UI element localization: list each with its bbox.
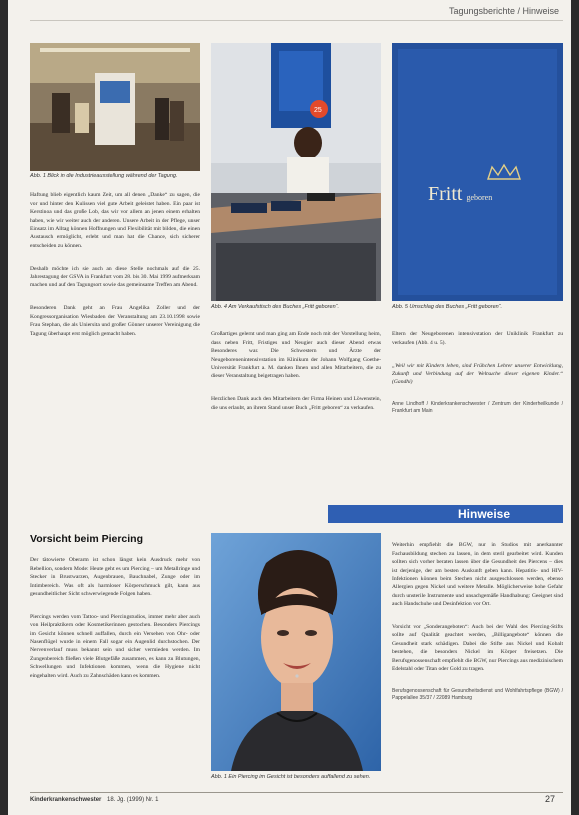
section-header: Tagungsberichte / Hinweise [448, 6, 559, 16]
piercing-col3-p2: Vorsicht vor „Sonderangeboten“: Auch bei der Wahl des Piercing-Stifts sollte auf Qualität geachtet werden, „Billigangebote“ können die Gesundheit stark schädigen. Dabei die Stifte aus Nickel und Kobalt bestehen, die besonders Nickel im Körper freisetzen. Die Berufsgenossenschaft empfiehlt die BGW, nur Piercings aus medizinischem Edelstahl oder Titan oder Gold zu tragen. [392, 624, 563, 673]
article-top-col1-p1: Haftung blieb eigentlich kaum Zeit, um all denen „Danke“ zu sagen, die vor und hinter den Kulissen viel gute Arbeit geleistet haben. Ein paar ist Kerstinoa und das große Lob, das wir vor allem an jenen einem erhalten haben, wie wir weiter auch der anderen. Unsere Arbeit in der Pflege, unser Einsatz im Alltag können Hoffnungen und Flexibilität mit bilden, die einen Austausch ermöglicht, erlebt und man hat die Chance, sich sicherer entscheiden zu können. [30, 192, 200, 249]
book-cover-title: Fritt geboren [428, 183, 493, 205]
article-top-col1 [30, 183, 200, 495]
caption-abb1: Abb. 1 Blick in die Industrieausstellung während der Tagung. [30, 173, 178, 179]
article-top-col3-quote: „Weil wir mit Kindern leben, sind Frühchen Lehrer unserer Entwicklung, Zukunft und Verbindung auf der Weltsuche dieser eigenen Kinder.“ (Gandhi) [392, 362, 563, 386]
article-top-col2 [211, 322, 381, 492]
footer-journal [30, 797, 158, 803]
piercing-title: Vorsicht beim Piercing [30, 533, 144, 545]
hinweise-banner: Hinweise [328, 505, 563, 523]
piercing-col3-source: Berufsgenossenschaft für Gesundheitsdienst und Wohlfahrtspflege (BGW) / Pappelallee 35/37 / 22089 Hamburg [392, 687, 563, 701]
exhibition-photo [30, 43, 200, 171]
magazine-page [8, 0, 571, 815]
page-number: 27 [544, 794, 555, 804]
footer-rule [30, 792, 563, 793]
article-top-col3-p1: Eltern der Neugeborenen intensivstation der Uniklinik Frankfurt zu verkaufen (Abb. 4 u. 5). [392, 331, 563, 346]
book-cover-photo [392, 43, 563, 301]
article-top-col3-author: Anne Lindhoff / Kinderkrankenschwester / Zentrum der Kinderheilkunde / Frankfurt am Main [392, 401, 563, 414]
footer-journal-name: Kinderkrankenschwester [30, 797, 102, 803]
caption-abb5: Abb. 5 Umschlag des Buches „Fritt geboren“. [392, 304, 503, 310]
article-top-col2-p2: Herzlichen Dank auch den Mitarbeitern der Firma Heinen und Löwenstein, die uns erlaubt, an ihrem Stand unser Buch „Fritt geboren“ zu verkaufen. [211, 396, 381, 411]
header-rule [30, 20, 563, 21]
caption-piercing: Abb. 1 Ein Piercing im Gesicht ist besonders auffallend zu sehen. [211, 774, 371, 780]
piercing-portrait-photo [211, 533, 381, 771]
article-top-col1-p2: Deshalb möchte ich sie auch an diese Stelle nochmals auf die 25. Jahrestagung der GSVA in Frankfurt vom 28. bis 30. Mai 1999 aufmerksam machen und auf den Tagungsort sowie das gemeinsame Treffen am Abend. [30, 265, 200, 289]
piercing-col1 [30, 548, 200, 791]
article-top-col2-p1: Großartiges gelernt und man ging am Ende noch mit der Vorstellung heim, dass neben Fritt, Fristiges und Neugier auch dieser Abend etwas Besonderes war. Die Schwestern und Ärzte der Neugeborenenintensivstation im Klinikum der Johann Wolfgang Goethe-Universität Frankfurt a. M. danken Ihnen und allen Mitarbeitern, die zu dieser Veranstaltung beigetragen haben. [211, 331, 381, 380]
sales-table-photo [211, 43, 381, 301]
footer-issue: 18. Jg. (1999) Nr. 1 [107, 797, 159, 803]
piercing-col1-p2: Piercings werden vom Tattoo- und Piercingstudios, immer mehr aber auch von Heilpraktikern oder Kosmetikerinnen gestochen. Besonders Piercings im Gesicht können schnell auffallen, durch ein Versehen von Ohr- oder Nasenflügel wurde in einem Fall sogar ein Augenlid durchstochen. Der Nervenverlauf muss bekannt sein und sicher vermieden werden. Im Zungenbereich fließen viele Blutgefäße zusammen, es kann zu Blutungen, Schwellungen und Infektionen kommen, wenn die Hygiene nicht eingehalten wird. Auch zu Zahnschäden kann es kommen. [30, 613, 200, 679]
poster-badge-text: 25 [314, 107, 322, 114]
piercing-col1-p1: Der tätowierte Oberarm ist schon längst kein Ausdruck mehr von Rebellion, sondern Mode: Heute geht es um Piercing – um Metallringe und Stecker in Brustwarzen, Augenbrauen, Bauchnabel, Zunge oder im Intimbereich. Was oft als harmloser Körperschmuck gilt, kann aus gesundheitlicher Sicht schwerwiegende Folgen haben. [30, 557, 200, 598]
piercing-col3-p1: Weiterhin empfiehlt die BGW, nur in Studios mit anerkannter Fachausbildung stechen zu lassen, in dem steril gearbeitet wird. Kunden sollten sich vorher beraten lassen über die Gesundheit des Piercens – dies ist derjenige, der am besten Auskunft geben kann. Hepatitis- und HIV-Infektionen können beim Stechen nicht ausgeschlossen werden, ebenso Allergien gegen Nickel und weitere Metalle. Möglicherweise hohe Gefahr durch unsterile Instrumente und unsachgemäße Handhabung: Geeignet sind auch Handschuhe und Desinfektion vor Ort. [392, 542, 563, 608]
article-top-col1-p3: Besonderen Dank geht an Frau Angelika Zoller und der Kongressorganisation Wiesbaden der Veranstaltung am 23.10.1998 sowie Frau Stephan, die als Uniersita und großer Gönner unserer Vereinigung die Tagung überhaupt erst möglich gemacht haben. [30, 305, 200, 337]
caption-abb4: Abb. 4 Am Verkaufstisch des Buches „Fritt geboren“. [211, 304, 339, 310]
article-top-col3 [392, 322, 563, 497]
piercing-col3 [392, 533, 563, 791]
